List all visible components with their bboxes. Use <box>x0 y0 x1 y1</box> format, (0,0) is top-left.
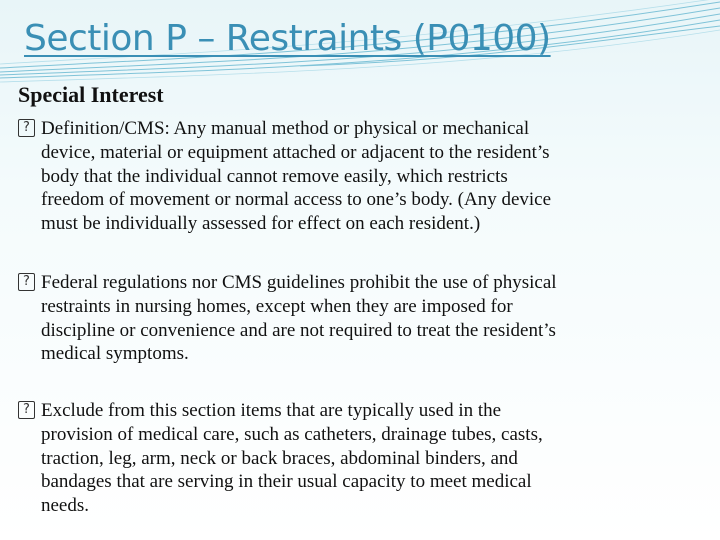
unknown-glyph-box-icon: ? <box>18 273 35 291</box>
unknown-glyph-box-icon: ? <box>18 401 35 419</box>
bullet-item-federal-regulations <box>18 271 698 366</box>
bullet-text: Definition/CMS: Any manual method or physical or mechanical device, material or equipment attached or adjacent to the resident’s body that the individual cannot remove easily, which restricts freedom of movement or normal access to one’s body. (Any device must be individually assessed for effect on each resident.) <box>41 118 552 235</box>
bullet-item-exclusions <box>18 399 698 518</box>
page-title: Section P – Restraints (P0100) <box>24 18 551 59</box>
bullet-text: Federal regulations nor CMS guidelines prohibit the use of physical restraints in nursing homes, except when they are imposed for discipline or convenience and are not required to treat the resident’s medical symptoms. <box>41 272 557 365</box>
bullet-text: Exclude from this section items that are typically used in the provision of medical care, such as catheters, drainage tubes, casts, traction, leg, arm, neck or back braces, abdominal binders, and bandages that are serving in their usual capacity to meet medical needs. <box>41 400 543 517</box>
section-subtitle: Special Interest <box>18 82 164 107</box>
bullet-item-definition <box>18 117 698 236</box>
unknown-glyph-box-icon: ? <box>18 119 35 137</box>
